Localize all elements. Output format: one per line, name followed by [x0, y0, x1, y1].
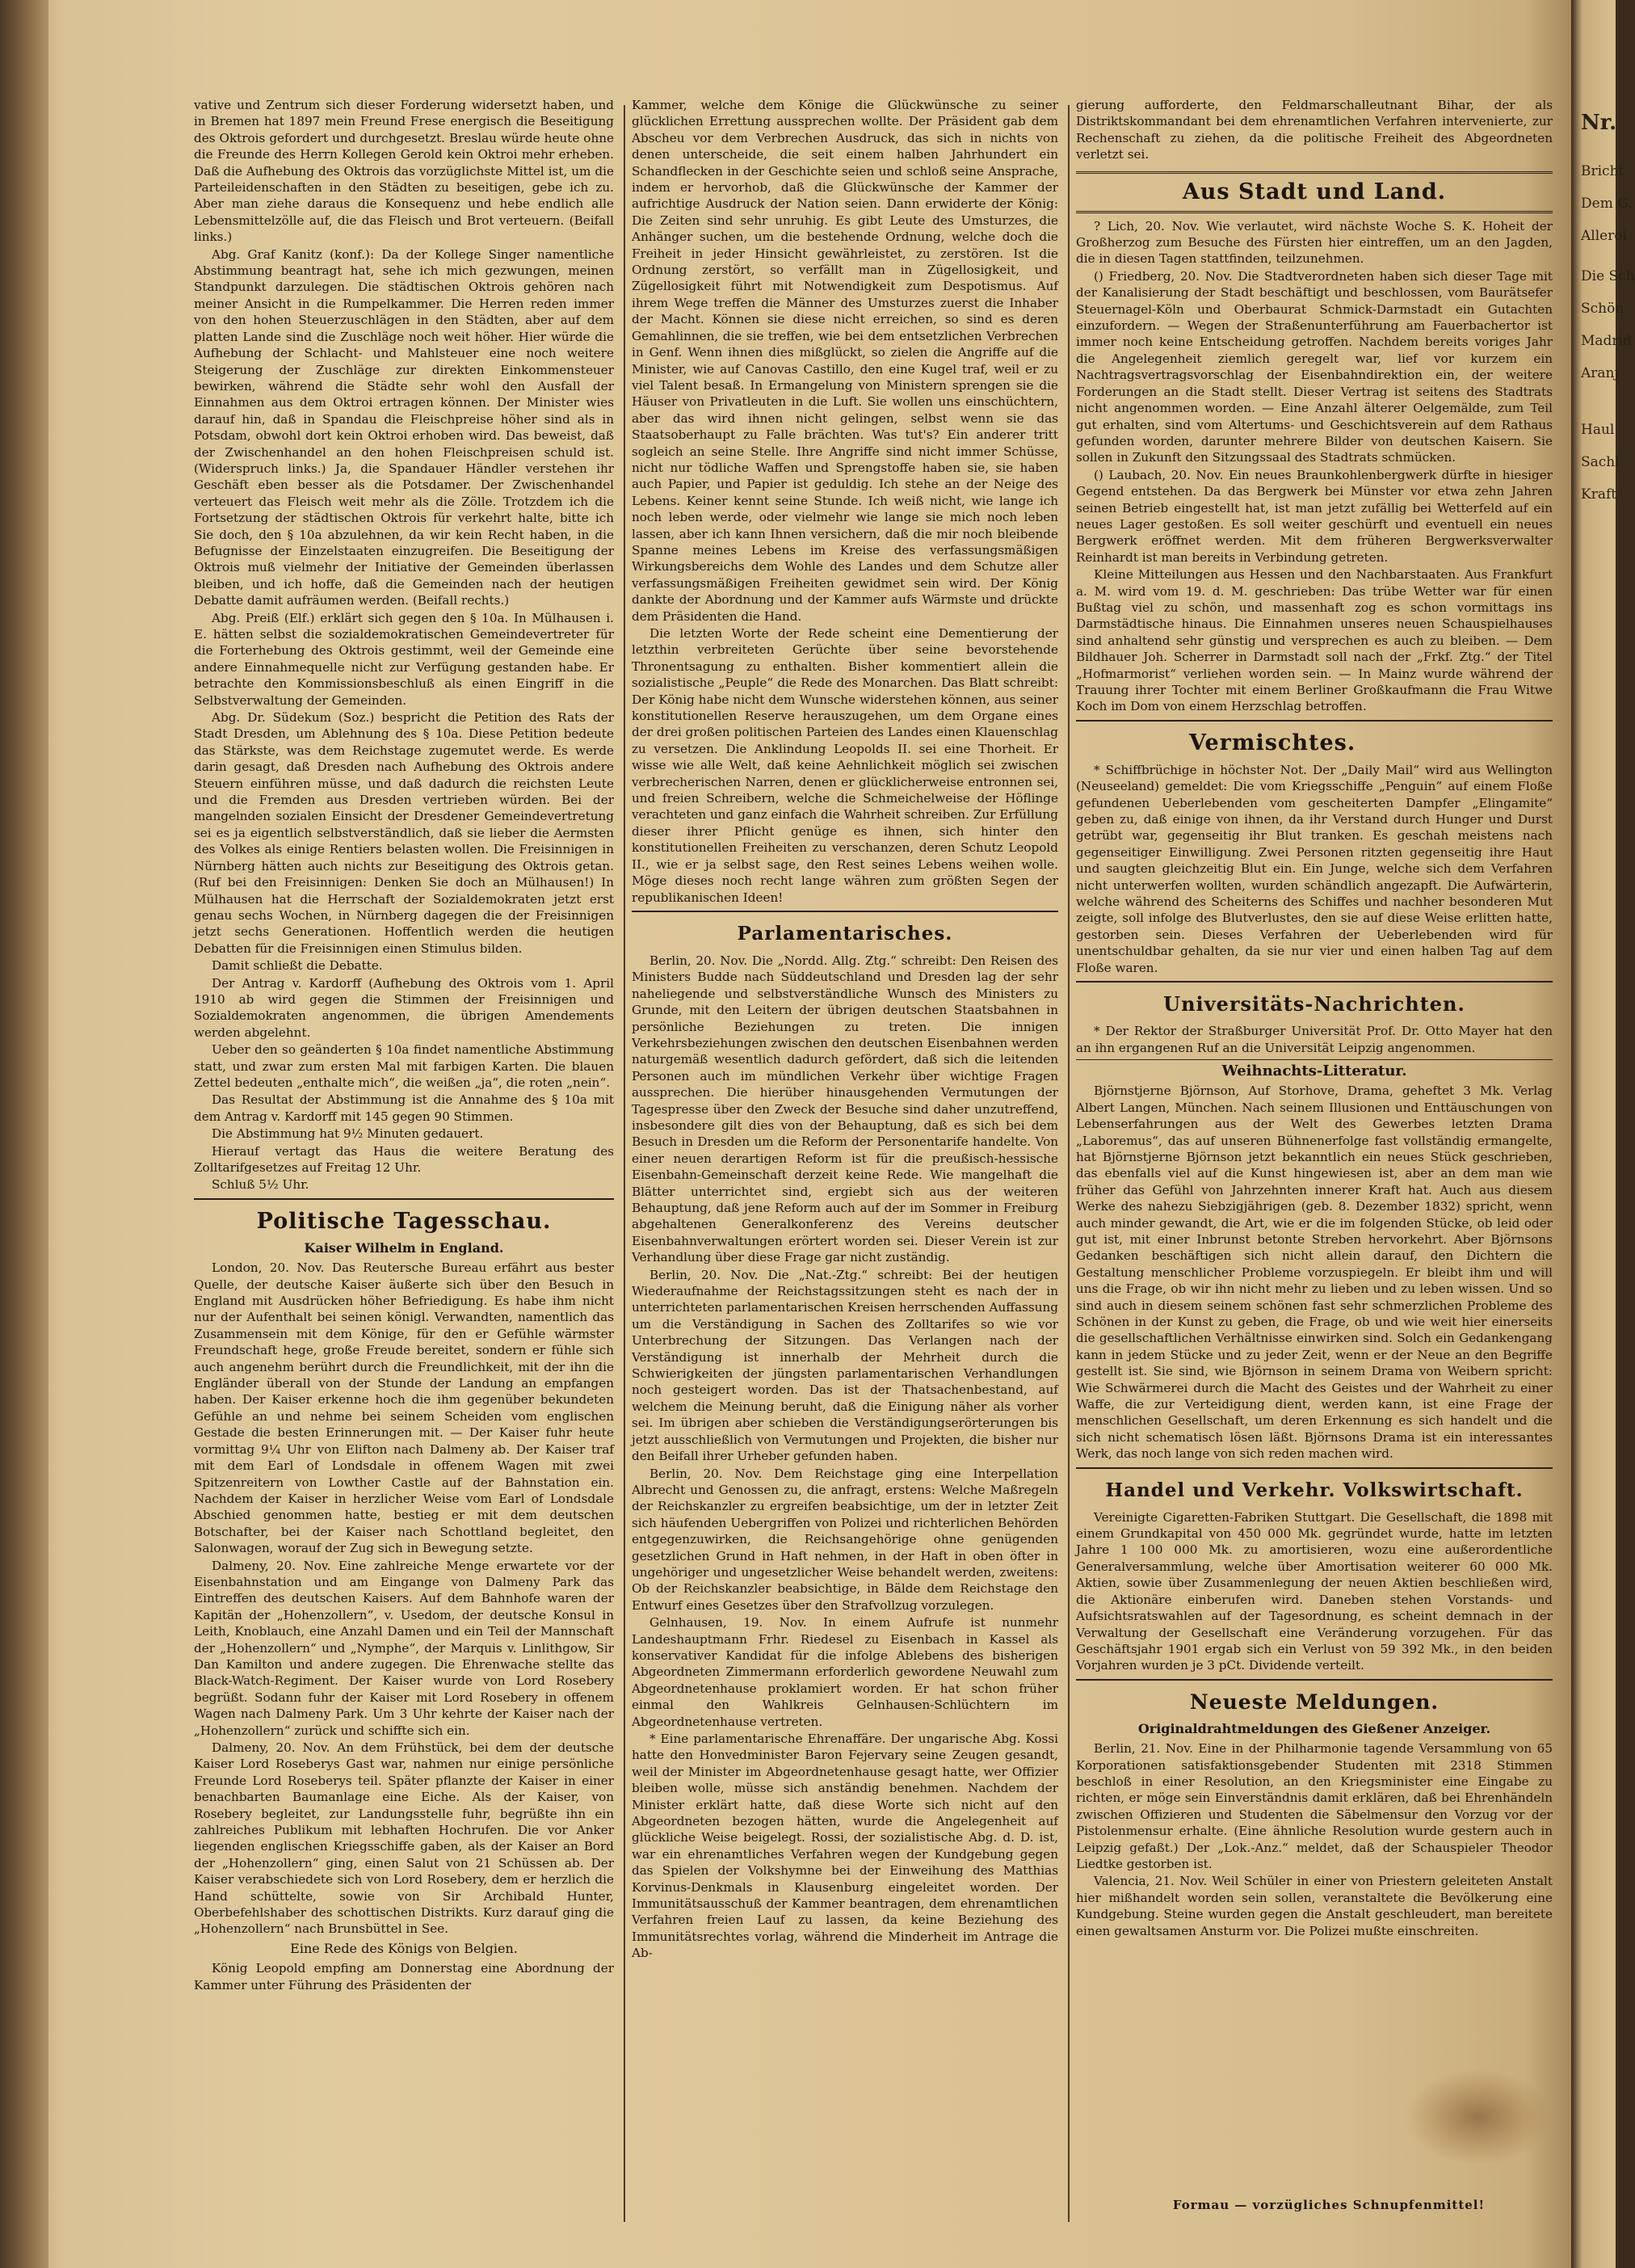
- column-3: [1076, 97, 1553, 2198]
- next-page-fragment: Schön: [1581, 301, 1624, 317]
- article-paragraph: Die Abstimmung hat 9½ Minuten gedauert.: [212, 1126, 484, 1142]
- article-paragraph: Schluß 5½ Uhr.: [212, 1177, 309, 1193]
- next-page-fragment: Bricht: [1581, 163, 1624, 179]
- article-paragraph: () Friedberg, 20. Nov. Die Stadtverordneten haben sich dieser Tage mit der Kanalisierung der Stadt beschäftigt und beschlossen, vom Baurätsefer Steuernagel-Köln und Oberbaurat Schmick-Darmstadt ein Gutachten einzufordern. — Wegen der Straßenunterführung am Fauerbachertor ist immer noch keine Entscheidung getroffen. Nachdem bereits voriges Jahr die Angelegenheit ziemlich geregelt war, lief vor kurzem ein Nachtragsvertragsvorschlag der Eisenbahndirektion ein, der weitere Forderungen an die Stadt stellt. Dieser Vertrag ist seitens des Stadtrats nicht angenommen worden. — Eine Anzahl älterer Oelgemälde, zum Teil gut erhalten, sind vom Altertums- und Geschichtsverein auf dem Rathaus gefunden worden, darunter mehrere Bilder von deutschen Kaisern. Sie sollen in Zukunft den Sitzungssaal des Stadtrats schmücken.: [1076, 268, 1553, 465]
- book-binding: [0, 0, 48, 2268]
- column-1: [194, 97, 614, 2230]
- article-paragraph: Das Resultat der Abstimmung ist die Annahme des § 10a mit dem Antrag v. Kardorff mit 145 gegen 90 Stimmen.: [194, 1092, 614, 1124]
- section-box: [1076, 171, 1553, 213]
- section-rule: [194, 1198, 614, 1200]
- article-paragraph: Ueber den so geänderten § 10a findet namentliche Abstimmung statt, und zwar zum ersten Mal mit farbigen Karten. Die blauen Zettel bedeuten „enthalte mich“, die weißen „ja“, die roten „nein“.: [194, 1042, 614, 1090]
- column-divider: [1068, 105, 1070, 2222]
- next-page-fragment: Madrid: [1581, 333, 1632, 349]
- article-paragraph: Valencia, 21. Nov. Weil Schüler in einer von Priestern geleiteten Anstalt hier mißhandelt worden sein sollen, veranstaltete die Bevölkerung eine Kundgebung. Steine wurden gegen die Anstalt geschleudert, man bereitete einen gewaltsamen Ansturm vor. Die Polizei mußte einschreiten.: [1076, 1874, 1553, 1938]
- next-page-fragment: Dem G.: [1581, 196, 1633, 212]
- advertisement-line: Formau — vorzügliches Schnupfenmittel!: [1172, 2198, 1486, 2212]
- next-page-fragment: Alleroi: [1581, 228, 1628, 244]
- article-paragraph: Berlin, 20. Nov. Dem Reichstage ging eine Interpellation Albrecht und Genossen zu, die anfragt, erstens: Welche Maßregeln der Reichskanzler zu ergreifen beabsichtige, um der in letzter Zeit sich häufenden Uebergriffen von Polizei und richterlichen Behörden entgegenzuwirken, die Reichsangehörige ohne genügenden gesetzlichen Grund in Haft nehmen, in der Haft in oben öfter in ungehöriger und ungesetzlicher Weise behandelt werden, zweitens: Ob der Reichskanzler beabsichtige, in Bälde dem Reichstage den Entwurf eines Gesetzes über den Strafvollzug vorzulegen.: [632, 1466, 1058, 1613]
- section-rule: [632, 911, 1058, 912]
- section-rule: [1076, 1467, 1553, 1469]
- article-paragraph: Berlin, 20. Nov. Die „Nordd. Allg. Ztg.“ schreibt: Den Reisen des Ministers Budde nach Süddeutschland und Dresden lag der sehr naheliegende und selbstverständliche Wunsch des Ministers zu Grunde, mit den Leitern der übrigen deutschen Staatsbahnen in persönliche Beziehungen zu treten. Die innigen Verkehrsbeziehungen zwischen den deutschen Eisenbahnen werden naturgemäß wesentlich dadurch gefördert, daß sich die leitenden Personen auch im mündlichen Verkehr über wichtige Fragen aussprechen. Die hierüber hinausgehenden Vermutungen der Tagespresse über den Zweck der Besuche sind daher unzutreffend, insbesondere gilt dies von der Behauptung, daß es sich bei dem Besuch in Dresden um die Reform der Personentarife handelte. Von einer neuen derartigen Reform ist für die preußisch-hessische Eisenbahn-Gemeinschaft derzeit keine Rede. Wie mangelhaft die Blätter unterrichtet sind, ergiebt sich aus der weiteren Behauptung, daß jene Reform auch auf der im Sommer in Freiburg abgehaltenen Generalkonferenz des Vereins deutscher Eisenbahnverwaltungen erörtert worden sei. Dieser Verein ist zur Verhandlung über diese Frage gar nicht zuständig.: [632, 953, 1058, 1265]
- column-divider: [624, 105, 625, 2222]
- article-paragraph: Abg. Graf Kanitz (konf.): Da der Kollege Singer namentliche Abstimmung beantragt hat, sehe ich mich gezwungen, meinen Standpunkt darzulegen. Die städtischen Oktrois gehören nach meiner Ansicht in die Rumpelkammer. Die Herren reden immer von den hohen Steuerzuschlägen in den Städten, aber auf dem platten Lande sind die Zuschläge noch weit höher. Hier würde die Aufhebung der Schlacht- und Mahlsteuer eine noch weitere Steigerung der Zuschläge zur direkten Einkommensteuer bewirken, während die Städte sehr wohl den Ausfall der Einnahmen aus dem Oktroi ertragen können. Der Minister wies darauf hin, daß in Spandau die Fleischpreise höher sind als in Potsdam, obwohl dort kein Oktroi erhoben wird. Das beweist, daß der Zwischenhandel an den hohen Fleischpreisen schuld ist. (Widerspruch links.) Ja, die Spandauer Händler verstehen ihr Geschäft eben besser als die Potsdamer. Der Zwischenhandel verteuert das Fleisch weit mehr als die Zölle. Trotzdem ich die Fortsetzung der städtischen Oktrois für verkehrt halte, bitte ich Sie doch, den § 10a abzulehnen, da wir kein Recht haben, in die Befugnisse der Einzelstaaten einzugreifen. Die Beseitigung der Oktrois muß vielmehr der Initiative der Gemeinden überlassen bleiben, und ich hoffe, daß die Gemeinden nach der heutigen Debatte damit aufräumen werden. (Beifall rechts.): [194, 246, 614, 608]
- adjacent-page-edge: [1571, 0, 1635, 2268]
- article-paragraph: Gelnhausen, 19. Nov. In einem Aufrufe ist nunmehr Landeshauptmann Frhr. Riedesel zu Eisenbach in Kassel als konservativer Kandidat für die infolge Ablebens des bisherigen Abgeordneten Zimmermann erforderlich gewordene Neuwahl zum Abgeordnetenhause proklamiert worden. Er hat schon früher einmal den Wahlkreis Gelnhausen-Schlüchtern im Abgeordnetenhause vertreten.: [632, 1615, 1058, 1729]
- article-paragraph: Dalmeny, 20. Nov. An dem Frühstück, bei dem der deutsche Kaiser Lord Roseberys Gast war, nahmen nur einige persönliche Freunde Lord Roseberys teil. Später pflanzte der Kaiser in einer benachbarten Baumanlage eine Eiche. Als der Kaiser, von Rosebery begleitet, zur Landungsstelle fuhr, begrüßte ihn ein zahlreiches Publikum mit lebhaften Hochrufen. Die vor Anker liegenden englischen Kriegsschiffe gaben, als der Kaiser an Bord der „Hohenzollern“ ging, einen Salut von 21 Schüssen ab. Der Kaiser verabschiedete sich von Lord Rosebery, dem er herzlich die Hand schüttelte, sowie von Sir Archibald Hunter, Oberbefehlshaber des schottischen Distrikts. Kurz darauf ging die „Hohenzollern“ nach Brunsbüttel in See.: [194, 1740, 614, 1937]
- next-page-fragment: Die Sch: [1581, 268, 1635, 284]
- article-paragraph: Kammer, welche dem Könige die Glückwünsche zu seiner glücklichen Errettung aussprechen wollte. Der Präsident gab dem Abscheu vor dem Verbrechen Ausdruck, das sich in nichts von denen unterscheide, die seit einem halben Jahrhundert ein Schandflecken in der Geschichte seien und schloß seine Ansprache, indem er hervorhob, daß die Glückwünsche der Kammer der aufrichtige Ausdruck der Nation seien. Dann erwiderte der König: Die Zeiten sind sehr unruhig. Es gibt Leute des Umsturzes, die Anhänger suchen, um die bestehende Ordnung, welche doch die Freiheit in jeder Hinsicht gewährleistet, zu zerstören. Ist die Ordnung zerstört, so verfällt man in Zügellosigkeit, und Zügellosigkeit führt mit Notwendigkeit zum Despotismus. Auf ihrem Wege treffen die Männer des Umsturzes zuerst die Inhaber der Macht. Können sie diese nicht erreichen, so sind es deren Gemahlinnen, die sie treffen, wie bei dem entsetzlichen Verbrechen in Genf. Wenn ihnen dies mißglückt, so zielen die Angriffe auf die Minister, wie auf Canovas Castillo, den eine Kugel traf, weil er zu viel Talent besaß. In Ermangelung von Ministern sprengen sie die Häuser von Privatleuten in die Luft. Sie wollen uns einschüchtern, aber das wird ihnen nicht gelingen, selbst wenn sie das Staatsoberhaupt zu Falle brächten. Was tut's? Ein anderer tritt sogleich an seine Stelle. Ihre Angriffe sind nicht immer Schüsse, nicht nur tödliche Waffen und Sprengstoffe haben sie, sie haben auch Papier, und Papier ist geduldig. Ich stehe an der Neige des Lebens. Keiner kennt seine Stunde. Ich weiß nicht, wie lange ich noch leben werde, oder vielmehr wie lange sie mich noch leben lassen, aber ich kann Ihnen versichern, daß die mir noch bleibende Spanne meines Lebens im Kreise des verfassungsmäßigen Wirkungsbereichs dem Wohle des Landes und dem Schutze aller verfassungsmäßigen Freiheiten gewidmet sein wird. Der König dankte der Abordnung und der Kammer aufs Wärmste und drückte dem Präsidenten die Hand.: [632, 98, 1058, 624]
- article-paragraph: Dalmeny, 20. Nov. Eine zahlreiche Menge erwartete vor der Eisenbahnstation und am Eingange von Dalmeny Park das Eintreffen des deutschen Kaisers. Auf dem Bahnhofe waren der Kapitän der „Hohenzollern“, v. Usedom, der deutsche Konsul in Leith, Knoblauch, eine Anzahl Damen und ein Teil der Mannschaft der „Hohenzollern“ und „Nymphe“, der Marquis v. Linlithgow, Sir Dan Kamilton und andere zugegen. Die Ehrenwache stellte das Black-Watch-Regiment. Der Kaiser wurde von Lord Rosebery begrüßt. Sodann fuhr der Kaiser mit Lord Rosebery in offenem Wagen nach Dalmeny Park. Um 3 Uhr kehrte der Kaiser nach der „Hohenzollern“ zurück und schiffte sich ein.: [194, 1558, 614, 1738]
- article-paragraph: Berlin, 20. Nov. Die „Nat.-Ztg.“ schreibt: Bei der heutigen Wiederaufnahme der Reichstagssitzungen steht es nach der in unterrichteten parlamentarischen Kreisen herrschenden Auffassung um die Verständigung in Sachen des Zolltarifes so wie vor Unterbrechung der Sitzungen. Das Verlangen nach der Verständigung ist innerhalb der Mehrheit durch die Schwierigkeiten der jüngsten parlamentarischen Verhandlungen noch gesteigert worden. Das ist der Thatsachenbestand, auf welchem die Meinung beruht, daß die Einigung näher als vorher sei. Im übrigen aber schieben die Verständigungserörterungen bis jetzt ausschließlich von Vermutungen und Projekten, die bisher nur den Beifall ihrer Urheber gefunden haben.: [632, 1267, 1058, 1464]
- article-paragraph: * Eine parlamentarische Ehrenaffäre. Der ungarische Abg. Kossi hatte den Honvedminister Baron Fejervary seine Zeugen gesandt, weil der Minister im Abgeordnetenhause gesagt hatte, wer Offizier bleiben wolle, müsse sich anständig benehmen. Nachdem der Minister erklärt hatte, daß diese Worte sich nicht auf den Abgeordneten bezogen hätten, wurde die Angelegenheit auf glückliche Weise beigelegt. Rossi, der sozialistische Abg. d. D. ist, war ein ehrenamtliches Verfahren wegen der Kundgebung gegen das Spielen der Volkshymne bei der Einweihung des Matthias Korvinus-Denkmals in Klausenburg eingeleitet worden. Der Immunitätsausschuß der Kammer beantragen, dem ehrenamtlichen Verfahren freien Lauf zu lassen, da keine Beziehung des Immunitätsrechtes vorlag, während die Minderheit im Antrage die Ab-: [632, 1732, 1058, 1961]
- article-paragraph: Damit schließt die Debatte.: [212, 958, 383, 974]
- article-subheading: Originaldrahtmeldungen des Gießener Anzeiger.: [1137, 1720, 1491, 1736]
- article-paragraph: ? Lich, 20. Nov. Wie verlautet, wird nächste Woche S. K. Hoheit der Großherzog zum Besuche des Fürsten hier eintreffen, um an den Jagden, die in diesen Tagen stattfinden, teilzunehmen.: [1076, 218, 1553, 267]
- section-heading: Universitäts-Nachrichten.: [1163, 992, 1465, 1016]
- section-heading: Vermischtes.: [1189, 730, 1356, 755]
- section-rule: [1076, 981, 1553, 983]
- article-paragraph: * Schiffbrüchige in höchster Not. Der „Daily Mail“ wird aus Wellington (Neuseeland) gemeldet: Die vom Kriegsschiffe „Penguin“ auf einem Floße gefundenen Ueberlebenden vom gescheiterten Dampfer „Elingamite“ geben zu, daß einige von ihnen, da ihr Verstand durch Hunger und Durst getrübt war, gegenseitig ihr Blut tranken. Es geschah meistens nach gegenseitiger Einwilligung. Zwei Personen ritzten gegenseitig ihre Haut und saugten gleichzeitig Blut ein. Ein Junge, welche sich dem Verfahren nicht unterwerfen wollten, wurden schändlich angezapft. Die Aufwärterin, welche während des Scheiterns des Schiffes und nachher besonderen Mut zeigte, soll infolge des Blutverlustes, den sie auf diese Weise erlitten hatte, gestorben sein. Dieses Verfahren der Ueberlebenden wird für unentschuldbar gehalten, da sie nur vier und einen halben Tag auf dem Floße waren.: [1076, 762, 1553, 975]
- article-paragraph: Björnstjerne Björnson, Auf Storhove, Drama, geheftet 3 Mk. Verlag Albert Langen, München. Nach seinem Illusionen und Enttäuschungen von Lebenserfahrungen aus der Welt des Gewerbes letzten Drama „Laboremus“, das auf unseren Bühnenerfolge fast vollständig ermangelte, hat Björnstjerne Björnson jetzt bekanntlich ein neues Stück geschrieben, das ebenfalls viel auf die Kunst hingewiesen ist, aber an dem man wie früher das Gefühl von Jahrzehnten innerer Kraft hat. Auch aus diesem Werke des nahezu Siebzigjährigen (geb. 8. Dezember 1832) spricht, wenn auch minder gewandt, die Art, wie er die im folgenden Stücke, ob leid oder gut ist, mit einer Inbrunst betonte Streben hervorkehrt. Aber Björnsons Gedanken beschäftigen sich nicht allein darauf, den Dichtern die Gestaltung menschlicher Probleme vorzuspiegeln. Er bleibt ihm und will uns die Frage, ob wir ihn nicht mehr zu lieben und zu leben wissen. Und so sind auch in diesem seinem schönen fast sehr schmerzlichen Probleme des Schönen in der Kunst zu geben, die Frage, ob und wie weit hier einerseits die gesellschaftlichen Verhältnisse einwirken sind. Solch ein Gedankengang kann in jedem Stücke und zu jeder Zeit, wenn er der Neue an den Begriffe gestellt ist. Sie sind, wie Björnson in seinem Drama von Weibern spricht: Wie Schwärmerei durch die Macht des Geistes und der Wahrheit zu einer Waffe, die zur Verteidigung dient, werden kann, ist eine Frage der menschlichen Gesellschaft, um deren Erkennung es sich handelt und die sich nicht schematisch lösen läßt. Björnsons Drama ist ein interessantes Werk, das noch lange von sich reden machen wird.: [1076, 1084, 1553, 1462]
- article-paragraph: Vereinigte Cigaretten-Fabriken Stuttgart. Die Gesellschaft, die 1898 mit einem Grundkapital von 450 000 Mk. gegründet wurde, hatte im letzten Jahre 1 100 000 Mk. zu amortisieren, wozu eine außerordentliche Generalversammlung, welche über Amortisation weiterer 60 000 Mk. Aktien, sowie über Zusammenlegung der neuen Aktien beschließen wird, die Aktionäre einberufen wird. Daneben stehen Vorstands- und Aufsichtsratswahlen auf der Tagesordnung, es scheint demnach in der Verwaltung der Gesellschaft eine Veränderung vorzugehen. Für das Geschäftsjahr 1901 ergab sich ein Verlust von 59 392 Mk., in den beiden Vorjahren wurden je 3 pCt. Dividende verteilt.: [1076, 1509, 1553, 1673]
- section-rule: [1076, 1059, 1553, 1060]
- article-paragraph: London, 20. Nov. Das Reutersche Bureau erfährt aus bester Quelle, der deutsche Kaiser äußerte sich über den Besuch in England mit Ausdrücken höher Befriedigung. Es habe ihm nicht nur der Aufenthalt bei seinen königl. Verwandten, namentlich das Zusammensein mit dem Könige, für den er Gefühle wärmster Freundschaft hege, große Freude bereitet, sondern er fühle sich auch angenehm berührt durch die Freundlichkeit, mit der ihn die Engländer überall von der Stunde der Landung an empfangen haben. Der Kaiser erkenne hoch die ihm gegenüber bekundeten Gefühle an und nehme bei seinem Scheiden vom englischen Gestade die besten Erinnerungen mit. — Der Kaiser fuhr heute vormittag 9¼ Uhr von Elifton nach Dalmeny ab. Der Kaiser traf mit dem Earl of Londsdale in offenem Wagen mit zwei Spitzenreitern von Lowther Castle auf der Bahnstation ein. Nachdem der Kaiser in herzlicher Weise vom Earl of Londsdale Abschied genommen hatte, bestieg er mit dem deutschen Botschafter, bei der Kaiser nach Schottland begleitet, den Salonwagen, worauf der Zug sich in Bewegung setzte.: [194, 1260, 614, 1556]
- article-paragraph: Kleine Mitteilungen aus Hessen und den Nachbarstaaten. Aus Frankfurt a. M. wird vom 19. d. M. geschrieben: Das trübe Wetter war für einen Bußtag viel zu schön, und massenhaft zog es schon vormittags ins Darmstädtische hinaus. Die Einnahmen unseres neuen Schauspielhauses sind anhaltend sehr günstig und versprechen es auch zu bleiben. — Dem Bildhauer Joh. Scherrer in Darmstadt soll nach der „Frkf. Ztg.“ der Titel „Hofmarmorist“ verliehen worden sein. — In Mainz wurde während der Trauung ihrer Tochter mit einem Berliner Großkaufmann die Frau Witwe Koch im Dom von einem Herzschlag betroffen.: [1076, 567, 1553, 714]
- article-paragraph: () Laubach, 20. Nov. Ein neues Braunkohlenbergwerk dürfte in hiesiger Gegend entstehen. Da das Bergwerk bei Münster vor etwa zehn Jahren seinen Betrieb eingestellt hat, ist man jetzt zufällig bei Wetterfeld auf ein neues Lager gestoßen. Es soll weiter geschürft und eventuell ein neues Bergwerk eröffnet werden. Mit dem früheren Bergwerksverwalter Reinhardt ist man bereits in Verbindung getreten.: [1076, 467, 1553, 565]
- section-heading: Handel und Verkehr. Volkswirtschaft.: [1105, 1479, 1524, 1501]
- article-paragraph: * Der Rektor der Straßburger Universität Prof. Dr. Otto Mayer hat den an ihn ergangenen Ruf an die Universität Leipzig angenommen.: [1076, 1024, 1553, 1055]
- article-paragraph: Abg. Dr. Südekum (Soz.) bespricht die Petition des Rats der Stadt Dresden, um Ablehnung des § 10a. Diese Petition bedeute das Stärkste, was dem Reichstage zugemutet werde. Es werde darin gesagt, daß Dresden nach Aufhebung des Oktrois andere Steuern einführen müsse, und daß dadurch die reichsten Leute und die Fremden aus Dresden vertrieben würden. Bei der mangelnden sozialen Einsicht der Dresdener Gemeindevertretung sei es ja eigentlich selbstverständlich, daß sie lieber die Aermsten des Volkes als einige Rentiers belasten wollen. Die Freisinnigen in Nürnberg hätten auch nichts zur Beseitigung des Oktrois getan. (Ruf bei den Freisinnigen: Denken Sie doch an Mülhausen!) In Mülhausen hat die Herrschaft der Sozialdemokraten jetzt erst genau sechs Wochen, in Nürnberg dagegen die der Freisinnigen jetzt sechs Generationen. Hoffentlich werden die heutigen Debatten für die Freisinnigen einen Stimulus bilden.: [194, 710, 614, 956]
- next-page-fragment: Haul: [1581, 422, 1615, 438]
- next-page-fragment: Nr.: [1581, 111, 1617, 135]
- section-rule: [1076, 720, 1553, 722]
- article-paragraph: Hierauf vertagt das Haus die weitere Beratung des Zolltarifgesetzes auf Freitag 12 Uhr.: [194, 1143, 614, 1175]
- section-rule: [1076, 1679, 1553, 1681]
- section-heading: Weihnachts-Litteratur.: [1221, 1062, 1407, 1079]
- article-paragraph: Der Antrag v. Kardorff (Aufhebung des Oktrois vom 1. April 1910 ab wird gegen die Stimmen der Freisinnigen und Sozialdemokraten angenommen, die übrigen Amendements werden abgelehnt.: [194, 975, 614, 1040]
- section-heading: Parlamentarisches.: [737, 922, 953, 945]
- next-page-fragment: Sachl: [1581, 454, 1620, 470]
- section-heading: Politische Tagesschau.: [256, 1208, 552, 1234]
- article-paragraph: Die letzten Worte der Rede scheint eine Dementierung der letzthin verbreiteten Gerüchte über seine bevorstehende Thronentsagung zu enthalten. Bisher kommentiert allein die sozialistische „Peuple“ die Rede des Monarchen. Das Blatt schreibt: Der König habe nicht dem Wunsche widerstehen können, aus seiner konstitutionellen Reserve herauszugehen, um dem Organe eines der drei großen politischen Parteien des Landes einen Klauenschlag zu versetzen. Die Anklindung Leopolds II. sei eine Thorheit. Er wisse wie alle Welt, daß keine Aehnlichkeit möglich sei zwischen verbrecherischen Narren, denen er glücklicherweise entronnen sei, und freien Schreibern, welche die Schmeichelweise der Höflinge verachteten und ganz einfach die Wahrheit schreiben. Zur Erfüllung dieser ihrer Pflicht genüge es ihnen, sich hinter den konstitutionellen Freiheiten zu verschanzen, deren Schutz Leopold II., wie er ja selbst sage, den Rest seines Lebens weihen wolle. Möge dieses noch recht lange währen zum größten Segen der republikanischen Ideen!: [632, 626, 1058, 905]
- article-paragraph: Berlin, 21. Nov. Eine in der Philharmonie tagende Versammlung von 65 Korporationen satisfaktionsgebender Studenten mit 2318 Stimmen beschloß in einer Resolution, an den Kriegsminister eine Eingabe zu richten, er möge sein Einverständnis damit erklären, daß bei Ehrenhändeln zwischen Offizieren und Studenten die Säbelmensur den Vorzug vor der Pistolenmensur erhalte. (Eine ähnliche Resolution wurde gestern auch in Leipzig gefaßt.) Der „Lok.-Anz.“ meldet, daß der Schauspieler Theodor Liedtke gestorben ist.: [1076, 1741, 1553, 1871]
- article-paragraph: gierung aufforderte, den Feldmarschalleutnant Bihar, der als Distriktskommandant bei dem ehrenamtlichen Verfahren intervenierte, zur Rechenschaft zu ziehen, da die politische Freiheit des Abgeordneten verletzt sei.: [1076, 98, 1553, 162]
- next-page-fragment: Aranj: [1581, 365, 1619, 381]
- article-paragraph: Abg. Preiß (Elf.) erklärt sich gegen den § 10a. In Mülhausen i. E. hätten selbst die sozialdemokratischen Gemeindevertreter für die Forterhebung des Oktrois gestimmt, weil der Gemeinde eine andere Einnahmequelle nicht zur Verfügung gestanden habe. Er betrachte den Kommissionsbeschluß als einen Eingriff in die Selbstverwaltung der Gemeinden.: [194, 610, 614, 708]
- column-2: [632, 97, 1058, 2230]
- section-heading: Aus Stadt und Land.: [1182, 179, 1447, 204]
- article-paragraph: vative und Zentrum sich dieser Forderung widersetzt haben, und in Bremen hat 1897 mein Freund Frese energisch die Beseitigung des Oktrois gefordert und durchgesetzt. Breslau würde heute ohne die Freunde des Herrn Kollegen Gerold kein Oktroi mehr erheben. Daß die Aufhebung des Oktrois das vorzüglichste Mittel ist, um die Parteileidenschaften in den Städten zu beseitigen, gebe ich zu. Aber man ziehe daraus die Konsequenz und hebe endlich alle Lebensmittelzölle auf, die das Fleisch und Brot verteuern. (Beifall links.): [194, 98, 614, 245]
- article-paragraph: König Leopold empfing am Donnerstag eine Abordnung der Kammer unter Führung des Präsidenten der: [194, 1961, 614, 1992]
- article-subheading: Kaiser Wilhelm in England.: [304, 1239, 504, 1256]
- section-heading: Neueste Meldungen.: [1189, 1689, 1440, 1714]
- next-page-fragment: Kraft: [1581, 486, 1617, 503]
- paper-stain: [1406, 2068, 1551, 2165]
- article-subheading: Eine Rede des Königs von Belgien.: [290, 1940, 518, 1956]
